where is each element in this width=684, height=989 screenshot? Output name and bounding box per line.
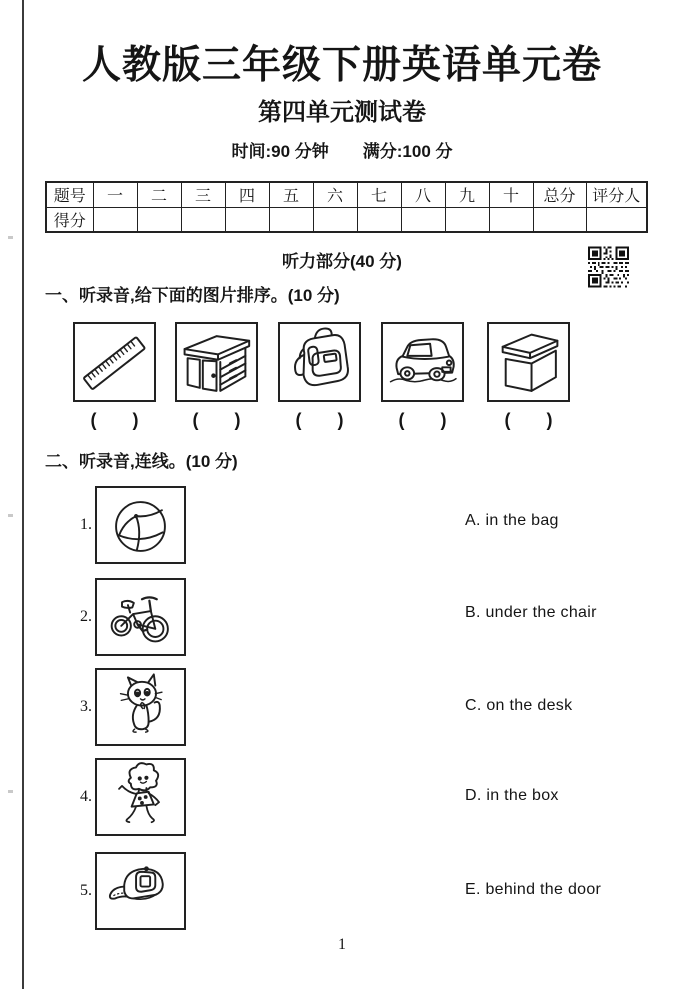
option-c: C. on the desk bbox=[465, 697, 573, 714]
score-blank-cell bbox=[401, 207, 445, 232]
item-number: 2. bbox=[80, 608, 92, 625]
score-blank-cell bbox=[93, 207, 137, 232]
option-e: E. behind the door bbox=[465, 881, 602, 898]
picture-box-cat bbox=[95, 668, 186, 746]
score-table bbox=[45, 181, 648, 233]
bike-image bbox=[97, 580, 184, 654]
page-margin-line bbox=[22, 0, 24, 989]
score-table-header-row bbox=[46, 182, 647, 207]
score-table-cell: 五 bbox=[269, 182, 313, 207]
score-table-cell: 题号 bbox=[46, 182, 93, 207]
score-table-cell: 一 bbox=[93, 182, 137, 207]
score-row-label: 得分 bbox=[46, 207, 93, 232]
qr-code bbox=[588, 245, 629, 289]
schoolbag-image bbox=[280, 324, 359, 400]
paper-title: 人教版三年级下册英语单元卷 bbox=[81, 44, 602, 87]
listening-section-title: 听力部分(40 分) bbox=[282, 252, 402, 271]
option-a: A. in the bag bbox=[465, 512, 559, 529]
picture-box-desk bbox=[175, 322, 258, 402]
answer-blank: ( ) bbox=[90, 410, 139, 430]
answer-blank: ( ) bbox=[504, 410, 553, 430]
part2-heading: 二、听录音,连线。(10 分) bbox=[45, 452, 238, 471]
answer-blank: ( ) bbox=[192, 410, 241, 430]
score-blank-cell bbox=[533, 207, 586, 232]
time-score-info: 时间:90 分钟 满分:100 分 bbox=[231, 142, 453, 161]
picture-box-bike bbox=[95, 578, 186, 656]
picture-box-schoolbag bbox=[278, 322, 361, 402]
score-table-cell: 十 bbox=[489, 182, 533, 207]
option-b: B. under the chair bbox=[465, 604, 597, 621]
score-blank-cell bbox=[357, 207, 401, 232]
score-table-cell: 评分人 bbox=[586, 182, 647, 207]
picture-box-ball bbox=[95, 486, 186, 564]
picture-box-ruler bbox=[73, 322, 156, 402]
score-blank-cell bbox=[137, 207, 181, 232]
score-blank-cell bbox=[313, 207, 357, 232]
score-table-cell: 八 bbox=[401, 182, 445, 207]
item-number: 3. bbox=[80, 698, 92, 715]
desk-image bbox=[177, 324, 256, 400]
score-blank-cell bbox=[586, 207, 647, 232]
score-table-cell: 三 bbox=[181, 182, 225, 207]
score-table-cell: 六 bbox=[313, 182, 357, 207]
box-image bbox=[489, 324, 568, 400]
score-table-cell: 总分 bbox=[533, 182, 586, 207]
option-d: D. in the box bbox=[465, 787, 559, 804]
scan-mark bbox=[8, 514, 13, 517]
ball-image bbox=[97, 488, 184, 562]
scan-mark bbox=[8, 790, 13, 793]
score-blank-cell bbox=[225, 207, 269, 232]
item-number: 4. bbox=[80, 788, 92, 805]
item-number: 5. bbox=[80, 882, 92, 899]
picture-box-doll bbox=[95, 758, 186, 836]
cat-image bbox=[97, 670, 184, 744]
part1-heading: 一、听录音,给下面的图片排序。(10 分) bbox=[45, 286, 340, 305]
picture-box-cap bbox=[95, 852, 186, 930]
score-blank-cell bbox=[489, 207, 533, 232]
score-blank-cell bbox=[269, 207, 313, 232]
car-image bbox=[383, 324, 462, 400]
picture-box-car bbox=[381, 322, 464, 402]
paper-subtitle: 第四单元测试卷 bbox=[258, 99, 426, 126]
score-table-score-row bbox=[46, 207, 647, 232]
score-table-cell: 二 bbox=[137, 182, 181, 207]
doll-image bbox=[97, 760, 184, 834]
picture-box-box bbox=[487, 322, 570, 402]
score-blank-cell bbox=[445, 207, 489, 232]
page-number: 1 bbox=[338, 936, 346, 953]
score-blank-cell bbox=[181, 207, 225, 232]
scan-mark bbox=[8, 236, 13, 239]
score-table-cell: 四 bbox=[225, 182, 269, 207]
answer-blank: ( ) bbox=[398, 410, 447, 430]
item-number: 1. bbox=[80, 516, 92, 533]
cap-image bbox=[97, 854, 184, 928]
score-table-cell: 七 bbox=[357, 182, 401, 207]
ruler-image bbox=[75, 324, 154, 400]
answer-blank: ( ) bbox=[295, 410, 344, 430]
score-table-cell: 九 bbox=[445, 182, 489, 207]
